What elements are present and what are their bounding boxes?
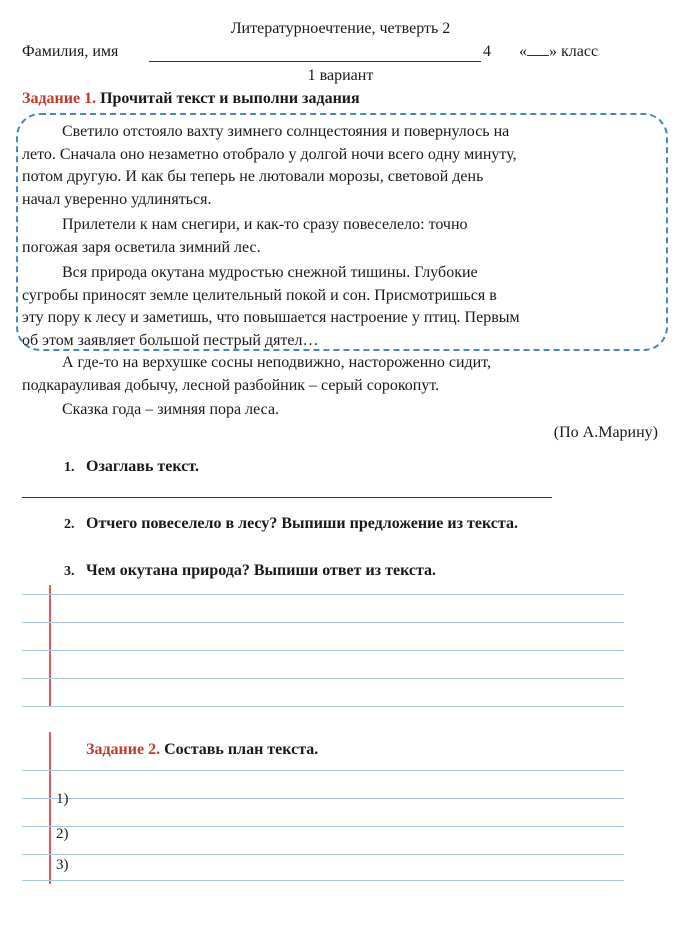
ruled-line[interactable]: [22, 650, 624, 651]
paragraph-4: [22, 352, 657, 397]
margin-line: [49, 585, 51, 707]
text-line: Светило отстояло вахту зимнего солнцестояния и повернулось на: [62, 123, 510, 140]
worksheet-title: Литературноечтение, четверть 2: [230, 20, 451, 37]
question-number: 3.: [64, 564, 75, 579]
text-line: начал уверенно удлиняться.: [22, 190, 212, 208]
margin-line: [49, 732, 51, 884]
ruled-line[interactable]: [22, 770, 624, 771]
class-letter-blank[interactable]: [527, 55, 549, 56]
ruled-line[interactable]: [22, 798, 624, 799]
ruled-line[interactable]: [22, 594, 624, 595]
question-1: [64, 458, 199, 476]
grade-number: 4: [483, 43, 491, 60]
ruled-line[interactable]: [22, 880, 624, 881]
plan-item-1: 1): [56, 791, 69, 807]
text-line: А где-то на верхушке сосны неподвижно, настороженно сидит,: [62, 354, 492, 371]
class-close-quote: »: [549, 43, 557, 60]
ruled-line[interactable]: [22, 622, 624, 623]
text-line: эту пору к лесу и заметишь, что повышается настроение у птиц. Первым: [22, 309, 520, 327]
question-number: 1.: [64, 460, 75, 475]
task2-label: Задание 2.: [86, 741, 161, 758]
text-line: Прилетели к нам снегири, и как-то сразу повеселело: точно: [62, 216, 468, 233]
paragraph-5: [22, 399, 657, 422]
paragraph-3: [22, 262, 657, 352]
name-label: Фамилия, имя: [22, 43, 119, 60]
question-number: 2.: [64, 517, 75, 532]
text-line: подкарауливая добычу, лесной разбойник – серый сорокопут.: [22, 376, 440, 394]
text-line: сугробы приносят земле целительный покой и сон. Присмотришься в: [22, 286, 497, 304]
class-open-quote: «: [519, 43, 527, 60]
text-line: Вся природа окутана мудростью снежной тишины. Глубокие: [62, 264, 478, 281]
plan-item-2: 2): [56, 826, 69, 842]
question-text: Чем окутана природа? Выпиши ответ из текста.: [86, 562, 437, 579]
task1-heading: [22, 90, 360, 108]
task1-title: Прочитай текст и выполни задания: [100, 90, 360, 107]
ruled-line[interactable]: [22, 678, 624, 679]
text-line: потом другую. И как бы теперь не лютовали морозы, световой день: [22, 168, 484, 186]
text-line: погожая заря осветила зимний лес.: [22, 238, 261, 256]
ruled-line[interactable]: [22, 826, 624, 827]
task2-heading: [86, 741, 318, 759]
paragraph-1: [22, 121, 657, 211]
class-field: [519, 43, 598, 61]
question-2: [64, 515, 518, 533]
task2-title: Составь план текста.: [164, 741, 319, 758]
ruled-line[interactable]: [22, 854, 624, 855]
name-answer-line[interactable]: [149, 61, 481, 62]
variant-label: 1 вариант: [307, 67, 374, 84]
paragraph-2: [22, 214, 657, 259]
question-text: Отчего повеселело в лесу? Выпиши предложение из текста.: [86, 515, 518, 532]
text-line: Сказка года – зимняя пора леса.: [62, 401, 280, 418]
ruled-line[interactable]: [22, 706, 624, 707]
question-3: [64, 562, 436, 580]
text-line: лето. Сначала оно незаметно отобрало у долгой ночи всего одну минуту,: [22, 145, 517, 163]
answer-line-q1[interactable]: [22, 497, 552, 498]
task1-label: Задание 1.: [22, 90, 97, 107]
plan-item-3: 3): [56, 857, 69, 873]
question-text: Озаглавь текст.: [86, 458, 199, 475]
class-word: класс: [561, 43, 599, 60]
text-line: об этом заявляет большой пестрый дятел…: [22, 331, 319, 349]
author-attribution: (По А.Марину): [553, 424, 658, 441]
